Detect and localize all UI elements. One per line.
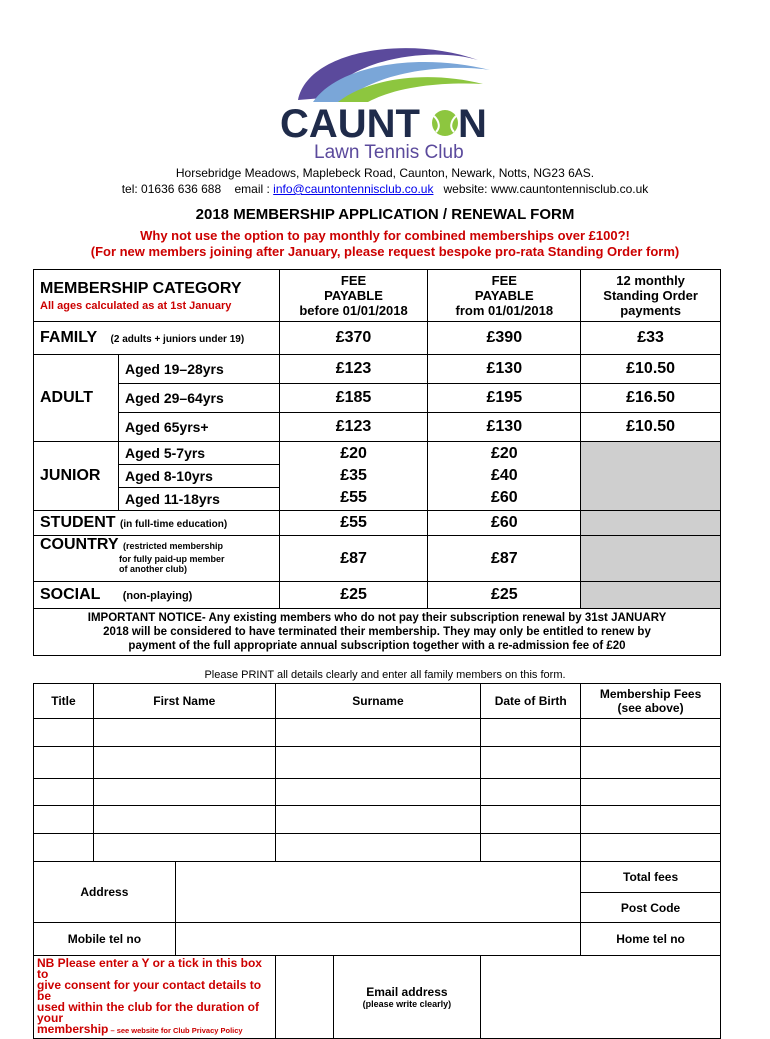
prorata-note: (For new members joining after January, please request bespoke pro-rata Standing Order form) — [90, 244, 680, 259]
total-fees-label: Total fees — [581, 862, 721, 893]
email-link[interactable]: info@cauntontennisclub.co.uk — [273, 182, 434, 196]
junior-age-band: Aged 8-10yrs — [119, 464, 279, 487]
member-row[interactable] — [34, 779, 721, 806]
phone-row — [34, 923, 721, 956]
dob-cell[interactable] — [481, 806, 581, 834]
fee-cell[interactable] — [581, 834, 721, 862]
country-monthly-na — [581, 536, 721, 582]
junior-fee-from: £40 — [490, 467, 518, 484]
junior-age-band: Aged 5-7yrs — [124, 445, 206, 461]
consent-box[interactable] — [275, 956, 333, 1039]
country-note: of another club) — [119, 564, 187, 574]
family-label: FAMILY — [40, 329, 98, 346]
social-label: SOCIAL — [40, 586, 101, 603]
fee-table — [33, 269, 721, 656]
country-row — [34, 536, 721, 582]
junior-fee-before: £20 — [340, 445, 367, 462]
country-label-cell — [34, 536, 280, 582]
adult-fee-before: £185 — [279, 384, 428, 413]
first-name-cell[interactable] — [93, 806, 275, 834]
student-fee-from: £60 — [428, 511, 581, 536]
dob-cell[interactable] — [481, 834, 581, 862]
junior-age-band: Aged 11-18yrs — [119, 487, 279, 510]
junior-row — [34, 442, 721, 511]
junior-fee-before: £55 — [340, 489, 367, 506]
adult-fee-from: £130 — [428, 413, 581, 442]
social-monthly-na — [581, 582, 721, 609]
social-fee-before: £25 — [279, 582, 428, 609]
country-note: for fully paid-up member — [119, 554, 225, 564]
first-name-cell[interactable] — [93, 834, 275, 862]
family-note: (2 adults + juniors under 19) — [110, 334, 245, 345]
adult-fee-monthly: £10.50 — [581, 413, 721, 442]
title-cell[interactable] — [34, 779, 94, 806]
applicant-form-table — [33, 683, 721, 1039]
surname-cell[interactable] — [275, 719, 481, 747]
club-website: website: www.cauntontennisclub.co.uk — [443, 182, 649, 196]
country-fee-before: £87 — [279, 536, 428, 582]
first-name-header: First Name — [93, 684, 275, 719]
print-instruction: Please PRINT all details clearly and enter all family members on this form. — [204, 669, 566, 681]
important-notice: IMPORTANT NOTICE- Any existing members who do not pay their subscription renewal by 31st JANUARY 2018 will be considered to have terminated their membership. They may only be entitled to renew by payment of the full appropriate annual subscription together with a re-admission fee of £20 — [34, 609, 721, 656]
email-address-label: Email address — [366, 985, 448, 999]
junior-fee-before: £35 — [340, 467, 367, 484]
dob-cell[interactable] — [481, 719, 581, 747]
student-note: (in full-time education) — [120, 519, 228, 530]
monthly-header: 12 monthly Standing Order payments — [581, 270, 721, 322]
surname-header: Surname — [275, 684, 481, 719]
junior-monthly-na — [581, 442, 721, 511]
student-row — [34, 511, 721, 536]
member-row[interactable] — [34, 806, 721, 834]
adult-age-band: Aged 65yrs+ — [118, 413, 279, 442]
first-name-cell[interactable] — [93, 719, 275, 747]
adult-row — [34, 355, 721, 384]
adult-fee-before: £123 — [279, 413, 428, 442]
member-row[interactable] — [34, 834, 721, 862]
member-row[interactable] — [34, 719, 721, 747]
adult-age-band: Aged 19–28yrs — [118, 355, 279, 384]
family-fee-before: £370 — [279, 322, 428, 355]
fee-cell[interactable] — [581, 806, 721, 834]
address-label: Address — [34, 862, 176, 923]
fee-cell[interactable] — [581, 747, 721, 779]
surname-cell[interactable] — [275, 806, 481, 834]
dob-cell[interactable] — [481, 779, 581, 806]
junior-fee-from: £20 — [490, 445, 518, 462]
junior-fees-from — [428, 442, 581, 511]
title-cell[interactable] — [34, 834, 94, 862]
first-name-cell[interactable] — [93, 747, 275, 779]
club-tel: tel: 01636 636 688 — [121, 182, 222, 196]
category-header — [34, 270, 280, 322]
family-fee-from: £390 — [428, 322, 581, 355]
student-label-cell — [34, 511, 280, 536]
social-note: (non-playing) — [122, 590, 193, 602]
category-subtitle: All ages calculated as at 1st January — [40, 299, 232, 312]
surname-cell[interactable] — [275, 747, 481, 779]
svg-text:CAUNT: CAUNT — [280, 102, 420, 146]
adult-age-band: Aged 29–64yrs — [118, 384, 279, 413]
consent-email-row — [34, 956, 721, 1039]
first-name-cell[interactable] — [93, 779, 275, 806]
email-label: email : — [234, 182, 270, 196]
adult-fee-from: £195 — [428, 384, 581, 413]
student-fee-before: £55 — [279, 511, 428, 536]
fees-header: Membership Fees (see above) — [581, 684, 721, 719]
junior-fee-from: £60 — [490, 489, 518, 506]
home-tel-label: Home tel no — [581, 923, 721, 956]
adult-fee-monthly: £10.50 — [581, 355, 721, 384]
form-header-row — [34, 684, 721, 719]
adult-fee-before: £123 — [279, 355, 428, 384]
country-note: (restricted membership — [122, 541, 224, 551]
club-address: Horsebridge Meadows, Maplebeck Road, Caunton, Newark, Notts, NG23 6AS. — [175, 166, 595, 180]
surname-cell[interactable] — [275, 779, 481, 806]
club-contact-line — [0, 182, 770, 196]
email-field[interactable] — [481, 956, 721, 1039]
junior-age-bands — [118, 442, 279, 511]
fee-cell[interactable] — [581, 779, 721, 806]
club-logo — [268, 40, 498, 162]
fee-before-header: FEE PAYABLE before 01/01/2018 — [279, 270, 428, 322]
title-cell[interactable] — [34, 719, 94, 747]
title-cell[interactable] — [34, 747, 94, 779]
fee-cell[interactable] — [581, 719, 721, 747]
mobile-tel-label: Mobile tel no — [34, 923, 176, 956]
consent-note: NB Please enter a Y or a tick in this box to give consent for your contact details to be used within the club for the duration of your membership – see website for Club Privacy Policy — [34, 956, 276, 1039]
family-row — [34, 322, 721, 355]
adult-fee-monthly: £16.50 — [581, 384, 721, 413]
adult-fee-from: £130 — [428, 355, 581, 384]
fee-from-header: FEE PAYABLE from 01/01/2018 — [428, 270, 581, 322]
family-label-cell — [34, 322, 280, 355]
social-row — [34, 582, 721, 609]
country-fee-from: £87 — [428, 536, 581, 582]
adult-label: ADULT — [34, 355, 119, 442]
category-title: MEMBERSHIP CATEGORY — [40, 279, 242, 297]
social-fee-from: £25 — [428, 582, 581, 609]
mobile-tel-field[interactable] — [175, 923, 580, 956]
family-fee-monthly: £33 — [581, 322, 721, 355]
dob-cell[interactable] — [481, 747, 581, 779]
promo-line: Why not use the option to pay monthly for combined memberships over £100?! — [140, 228, 630, 243]
social-label-cell — [34, 582, 280, 609]
address-row — [34, 862, 721, 893]
junior-fees-before — [279, 442, 428, 511]
student-label: STUDENT — [40, 514, 116, 531]
svg-text:N: N — [458, 102, 487, 146]
student-monthly-na — [581, 511, 721, 536]
fee-header-row — [34, 270, 721, 322]
title-cell[interactable] — [34, 806, 94, 834]
title-header: Title — [34, 684, 94, 719]
form-title: 2018 MEMBERSHIP APPLICATION / RENEWAL FORM — [195, 206, 575, 223]
email-label-cell — [333, 956, 481, 1039]
junior-label: JUNIOR — [34, 442, 119, 511]
surname-cell[interactable] — [275, 834, 481, 862]
adult-row — [34, 384, 721, 413]
country-label: COUNTRY — [40, 536, 119, 553]
dob-header: Date of Birth — [481, 684, 581, 719]
svg-text:Lawn Tennis Club: Lawn Tennis Club — [314, 142, 464, 162]
notice-row — [34, 609, 721, 656]
post-code-label: Post Code — [581, 893, 721, 923]
address-field[interactable] — [175, 862, 580, 923]
adult-row — [34, 413, 721, 442]
member-row[interactable] — [34, 747, 721, 779]
email-address-sub: (please write clearly) — [362, 999, 452, 1009]
